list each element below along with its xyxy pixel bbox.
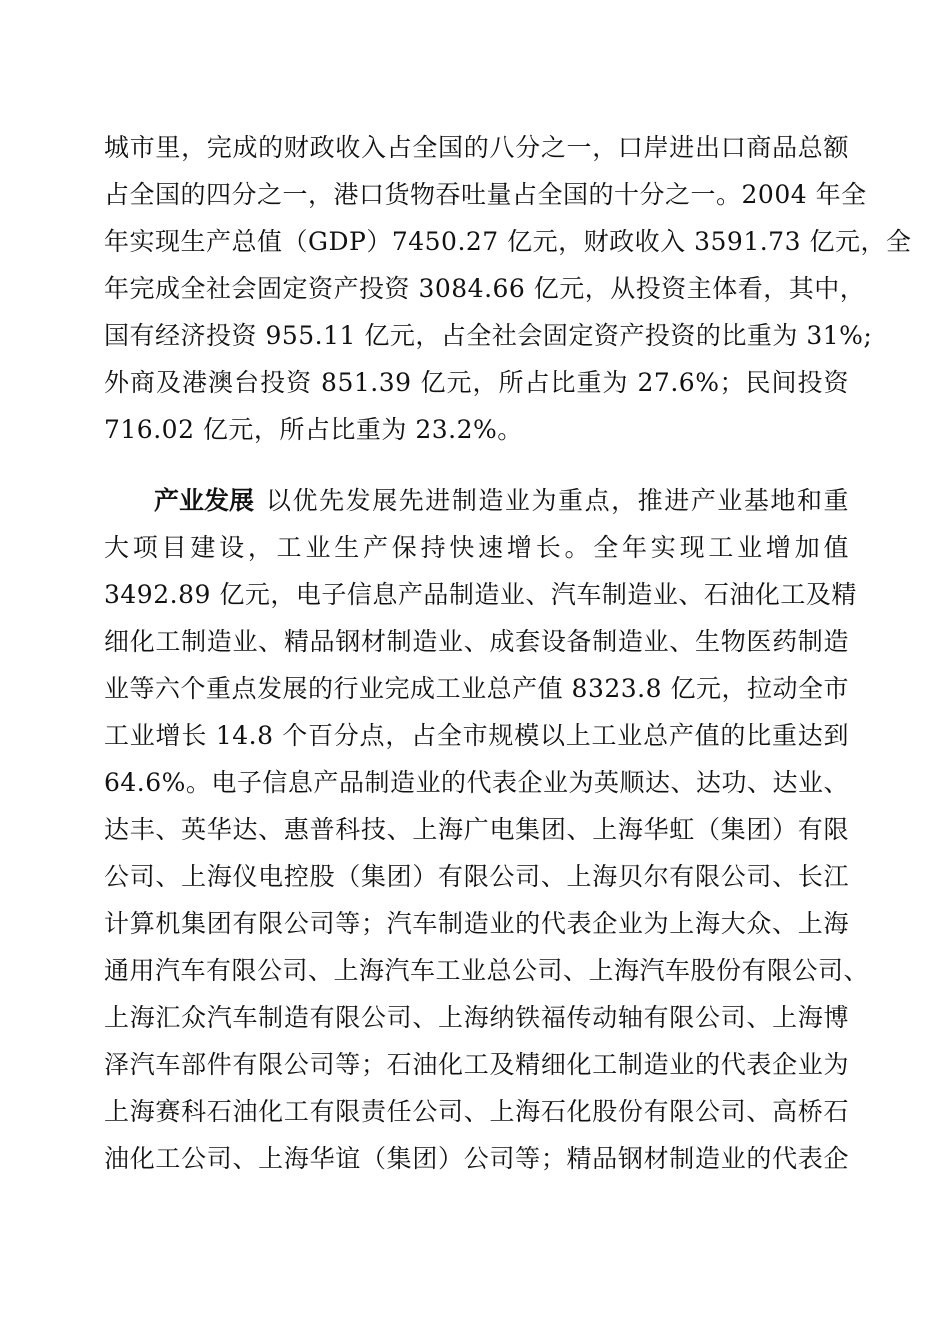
paragraph-line: 泽汽车部件有限公司等；石油化工及精细化工制造业的代表企业为 [104,1050,849,1079]
paragraph-economy-overview [104,124,912,453]
paragraph-line: 国有经济投资 955.11 亿元，占全社会固定资产投资的比重为 31%; [104,321,873,350]
paragraph-line: 64.6%。电子信息产品制造业的代表企业为英顺达、达功、达业、 [104,768,849,797]
paragraph-line: 外商及港澳台投资 851.39 亿元，所占比重为 27.6%；民间投资 [104,368,849,397]
paragraph-first-line [104,477,849,524]
paragraph-line: 油化工公司、上海华谊（集团）公司等；精品钢材制造业的代表企 [104,1144,849,1173]
paragraph-line: 通用汽车有限公司、上海汽车工业总公司、上海汽车股份有限公司、 [104,956,870,985]
paragraph-industry-development [104,477,870,1182]
paragraph-line: 公司、上海仪电控股（集团）有限公司、上海贝尔有限公司、长江 [104,862,849,891]
paragraph-line: 业等六个重点发展的行业完成工业总产值 8323.8 亿元，拉动全市 [104,674,849,703]
paragraph-line: 上海汇众汽车制造有限公司、上海纳铁福传动轴有限公司、上海博 [104,1003,849,1032]
paragraph-line: 以优先发展先进制造业为重点，推进产业基地和重 [266,486,849,515]
paragraph-line: 工业增长 14.8 个百分点，占全市规模以上工业总产值的比重达到 [104,721,849,750]
paragraph-line: 年完成全社会固定资产投资 3084.66 亿元，从投资主体看，其中， [104,274,866,303]
paragraph-line: 大项目建设，工业生产保持快速增长。全年实现工业增加值 [104,533,849,562]
paragraph-line: 3492.89 亿元，电子信息产品制造业、汽车制造业、石油化工及精 [104,580,857,609]
paragraph-line: 占全国的四分之一，港口货物吞吐量占全国的十分之一。2004 年全 [104,180,867,209]
section-heading: 产业发展 [154,486,255,515]
paragraph-line: 716.02 亿元，所占比重为 23.2%。 [104,415,523,444]
paragraph-line: 上海赛科石油化工有限责任公司、上海石化股份有限公司、高桥石 [104,1097,849,1126]
paragraph-line: 城市里，完成的财政收入占全国的八分之一，口岸进出口商品总额 [104,133,849,162]
paragraph-line: 计算机集团有限公司等；汽车制造业的代表企业为上海大众、上海 [104,909,849,938]
paragraph-line: 细化工制造业、精品钢材制造业、成套设备制造业、生物医药制造 [104,627,849,656]
paragraph-line: 达丰、英华达、惠普科技、上海广电集团、上海华虹（集团）有限 [104,815,849,844]
paragraph-line: 年实现生产总值（GDP）7450.27 亿元，财政收入 3591.73 亿元，全 [104,227,912,256]
